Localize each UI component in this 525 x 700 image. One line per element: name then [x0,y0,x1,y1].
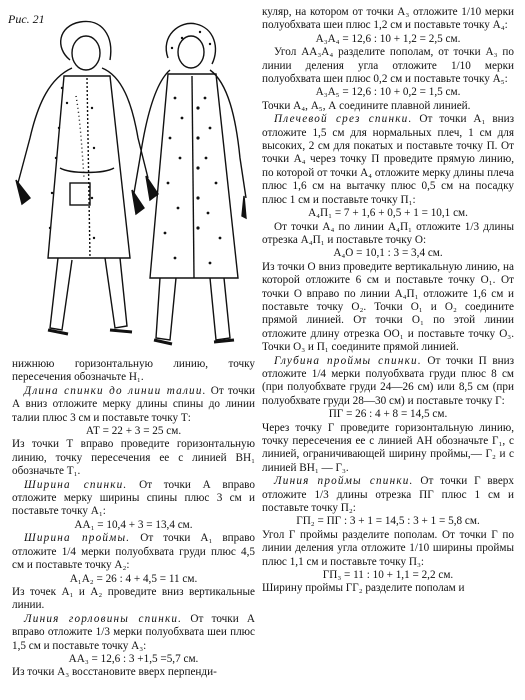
formula: А₃А₅ = 12,6 : 10 + 0,2 = 1,5 см. [315,86,461,99]
paragraph-text: нижнюю горизонтальную линию, точку пересечения обозначьте Н₁. [12,358,255,384]
paragraph-text: Из точки Т вправо проведите горизонтальную линию, точку пересечения ее с линией ВН₁ обозначьте Т₁. [12,438,255,478]
paragraph [12,532,255,572]
text-column-right [262,6,514,596]
section-heading: Плечевой срез спинки. [274,113,413,126]
formula: ГП₃ = 11 : 10 + 1,1 = 2,2 см. [322,569,454,582]
paragraph [262,582,514,595]
paragraph-text: Ширину проймы ГГ₂ разделите пополам и [262,582,465,595]
paragraph [262,221,514,248]
section-heading: Глубина проймы спинки. [274,354,422,367]
paragraph [12,666,255,679]
paragraph-text: От точки П вниз отложите 1/4 мерки полуобхвата груди плюс 8 см (при полуобхвате груди 24—26 см) или 8,5 см (при полуобхвате груди 28—30 см) и поставьте точку Г: [262,354,514,407]
formula: АТ = 22 + 3 = 25 см. [85,425,182,438]
paragraph [262,422,514,476]
section-heading: Линия проймы спинки. [274,475,414,488]
paragraph-text: От точки Г вверх отложите 1/3 длины отрезка ПГ плюс 1 см и поставьте точку П₂: [262,475,514,515]
formula: ГП₂ = ПГ : 3 + 1 = 14,5 : 3 + 1 = 5,8 см. [296,515,480,528]
paragraph [12,358,255,385]
paragraph [262,261,514,355]
paragraph-text: От точки А вправо отложите 1/3 мерки полуобхвата шеи плюс 1,5 см и поставьте точку А₃: [12,612,255,652]
paragraph [262,355,514,409]
paragraph-text: От точки А вправо отложите мерку ширины спины плюс 3 см и поставьте точку А₁: [12,478,255,518]
section-heading: Ширина спинки. [24,478,128,491]
paragraph-text: куляр, на котором от точки А₃ отложите 1/10 мерки полуобхвата шеи плюс 1,2 см и поставьте точку А₄: [262,6,514,32]
paragraph-text: От точки А₁ вниз отложите 1,5 см для нормальных плеч, 1 см для высоких, 2 см для покатых и поставьте точку П. От точки А₄ через точку П проведите прямую линию, по которой от точки А₄ отложите мерку длины плеча плюс 1,6 см на вытачку плюс 0,5 см на посадку плюс 1 см и поставьте точку П₁: [262,113,515,206]
formula: АА₁ = 10,4 + 3 = 13,4 см. [74,518,193,531]
paragraph [12,438,255,478]
paragraph-text: Из точек А₁ и А₂ проведите вниз вертикальные линии. [12,585,255,612]
paragraph-text: Угол Г проймы разделите пополам. От точки Г по линии деления угла отложите 1/10 ширины проймы плюс 1,1 см и поставьте точку П₃: [262,528,514,568]
paragraph-text: От точки А₄ по линии А₄П₁ отложите 1/3 длины отрезка А₄П₁ и поставьте точку О: [262,220,514,246]
paragraph-text: Точки А₄, А₅, А соедините плавной линией. [262,99,471,112]
paragraph [262,46,514,86]
paragraph [262,113,514,207]
paragraph-text: От точки А₁ вправо отложите 1/4 мерки полуобхвата груди плюс 4,5 см и поставьте точку А₂: [12,532,255,572]
formula: А₄О = 10,1 : 3 = 3,4 см. [333,247,443,260]
paragraph-text: Из точки А₃ восстановите вверх перпенди- [12,666,217,679]
section-heading: Ширина проймы. [24,532,131,545]
paragraph [12,479,255,519]
paragraph [262,6,514,33]
paragraph [262,529,514,569]
section-heading: Линия горловины спинки. [24,612,183,625]
paragraph [12,586,255,613]
paragraph [12,385,255,425]
formula: А₄П₁ = 7 + 1,6 + 0,5 + 1 = 10,1 см. [308,207,468,220]
formula: ПГ = 26 : 4 + 8 = 14,5 см. [328,408,448,421]
formula: А₃А₄ = 12,6 : 10 + 1,2 = 2,5 см. [315,32,461,45]
paragraph-text: Через точку Г проведите горизонтальную линию, точку пересечения ее с линией АН обозначьте Г₁, с линией, ограничивающей ширину проймы,— Г₂ и с линией ВН₁ — Г₃. [262,421,514,474]
paragraph [12,613,255,653]
paragraph-text: Угол АА₃А₄ разделите пополам, от точки А₃ по линии деления угла отложите 1/10 мерки полуобхвата шеи плюс 0,2 см и поставьте точку А₅: [262,46,514,86]
text-column-left [12,358,255,680]
paragraph-text: Из точки О вниз проведите вертикальную линию, на которой отложите 6 см и поставьте точку О₁. От точки О вправо по линии А₄П₁ отложите 1,6 см и поставьте точку О₂. Точки О₁ и О₂ соедините прямой линией. От точки О₁ по этой линии отложите длину отрезка ОО₁ и поставьте точку О₃. Точки О₃ и П₁ соедините прямой линией. [262,260,514,354]
formula: АА₃ = 12,6 : 3 +1,5 =5,7 см. [68,652,199,665]
formula: А₁А₂ = 26 : 4 + 4,5 = 11 см. [69,572,198,585]
figure-caption: Рис. 21 [8,12,45,26]
paragraph [262,475,514,515]
coats-illustration [10,8,248,353]
paragraph-text: От точки А вниз отложите мерку длины спины до линии талии плюс 3 см и поставьте точку Т: [12,384,255,424]
section-heading: Длина спинки до линии талии. [24,384,207,397]
paragraph [262,100,514,113]
